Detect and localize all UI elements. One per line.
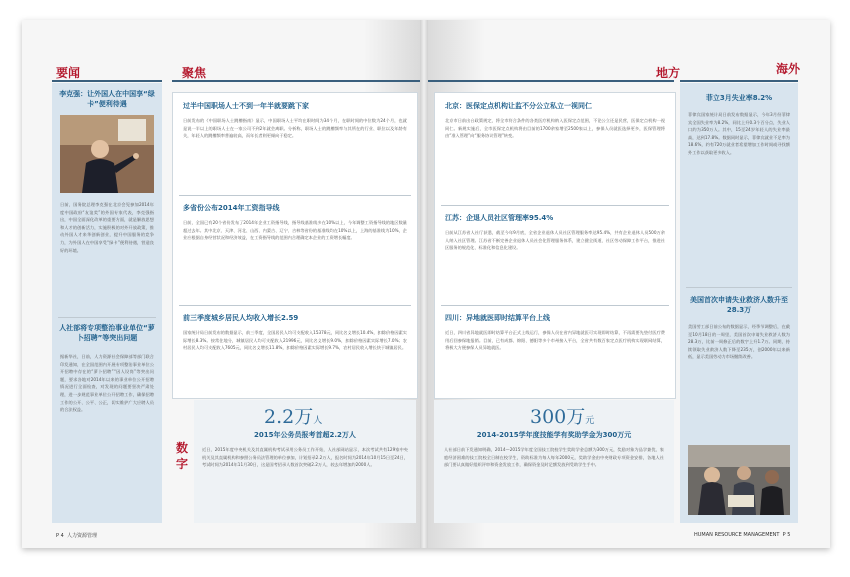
sidebar-body-2: 据新华社，日前，人力资源社会保障部等部门联合印发通知，在全国范围内开展专项整治事业单位公开招聘中存在的“萝卜招聘”“因人设岗”等突出问题，要求各地对2014年以来的事业单位公开招聘情况进行全面检查，对发现的问题要坚决严肃处理，进一步规范事业单位公开招聘工作，确保招聘工作的公开、公平、公正，切实维护广大应聘人员的合法权益。 <box>60 354 154 413</box>
article-title: 前三季度城乡居民人均收入增长2.59 <box>183 314 299 322</box>
left-page <box>22 20 424 548</box>
article-body: 日前发布的《中国职场人士跳槽指南》显示，中国职场人士平均在职时间为34个月，在职时间的中位数为24个月，也就是说一半以上的职场人士在一家公司不到2年就会离职。分析称，职场人士的跳槽频率与其所在的行业、职位以及年龄有关，年轻人的跳槽频率普遍较高，而年长者则更倾向于稳定。 <box>183 118 407 139</box>
article-title: 过半中国职场人士不到一年半就要跳下家 <box>183 102 309 110</box>
article-body: 日前从江苏省人社厅获悉，截至今年9月底，全省企业退休人员社区管理服务率达95.4%，共有企业退休人员500万余人纳入社区管理。江苏省不断完善企业退休人员社会化管理服务体系，建立健全街道、社区劳动保障工作平台，推进社区服务的规范化、标准化和信息化建设。 <box>445 230 665 251</box>
news-sidebar <box>52 83 162 523</box>
divider <box>441 205 669 206</box>
focus-articles <box>172 92 418 399</box>
section-header-news: 要闻 <box>56 66 81 80</box>
divider <box>424 80 674 82</box>
article-body: 国家统计局日前发布的数据显示，前三季度，全国居民人均可支配收入15378元，同比名义增长10.4%，扣除价格因素实际增长8.3%。按常住地分，城镇居民人均可支配收入21996元，同比名义增长9.0%，扣除价格因素实际增长7.0%；农村居民人均可支配收入7605元，同比名义增长11.8%，扣除价格因素实际增长9.7%，农村居民收入增长快于城镇居民。 <box>183 330 407 351</box>
footer-right: HUMAN RESOURCE MANAGEMENT P 5 <box>694 532 791 538</box>
stat-title: 2015年公务员报考首超2.2万人 <box>254 431 356 439</box>
article-body: 日前，全国已有20个省份发布了2014年企业工资指导线，指导线基准线多在10%以上，今年调整工资指导线的地区数量超过去年。其中北京、天津、河北、山西、内蒙古、辽宁、吉林等省份的基准线均在10%以上，上海的基准线为10%，企业应根据自身经营状况和经济效益，在工资指导线的范围内合理确定本企业的工资增长幅度。 <box>183 220 407 241</box>
sidebar-headline-2: 美国首次申请失业救济人数升至28.3万 <box>690 296 788 314</box>
divider <box>179 305 411 306</box>
article-title: 北京：医保定点机构让监不分公立私立一视同仁 <box>445 102 592 110</box>
divider <box>680 80 798 82</box>
section-header-digits: 数字 <box>176 441 189 471</box>
premier-photo <box>60 115 154 193</box>
footer-left: P 4 人力资源管理 <box>56 533 97 539</box>
divider <box>172 80 424 82</box>
section-header-local: 地方 <box>656 66 681 80</box>
article-title: 多省份公布2014年工资指导线 <box>183 204 280 212</box>
job-fair-photo <box>688 445 790 515</box>
sidebar-headline: 李克强：让外国人在中国享“绿卡”便利待遇 <box>59 90 155 108</box>
spine <box>420 20 428 548</box>
stat-block <box>194 400 416 523</box>
section-header-focus: 聚焦 <box>182 66 207 80</box>
stat-number: 300万元 <box>530 406 595 428</box>
article-title: 四川：异地就医即时结算平台上线 <box>445 314 550 322</box>
sidebar-body: 日前，国务院总理李克强在北京会见参加2014年度中国政府“友谊奖”的外国专家代表，李克强指出，中国全面深化改革的重要方面，就是解放思想和人才的创新活力，实施积极的对外开放政策，推动外国人才来华创新创业，提升中国服务的竞争力，为外国人在中国享受“绿卡”便利待遇，营造良好的环境。 <box>60 202 154 253</box>
divider <box>52 80 162 82</box>
article-body: 近日，四川省异地就医即时结算平台正式上线运行，参保人员在省内异地就医可实现即时结算，不再需要先垫付医疗费用后回参保地报销。目前，已有成都、绵阳、德阳等多个市州接入平台，全省共有数百家定点医疗机构实现联网结算，将极大方便参保人员异地就医。 <box>445 330 665 351</box>
article-body: 北京市日前出台政策规定，将全市符合条件的各类医疗机构纳入医保定点范围，不论公立还是民营，医保定点机构一视同仁。新规实施后，全市医保定点机构将由目前的1700余家增至2500家以上，参保人员就医选择更多，医保管理将由“准入管理”向“服务协议管理”转变。 <box>445 118 665 139</box>
sidebar-body: 菲律宾国家统计局日前发布数据显示，今年3月份菲律宾全国失业率为8.2%，同比上升0.3个百分点，失业人口约为350万人。其中，15至24岁年轻人的失业率最高，达到17.8%。数据同时显示，菲律宾就业不足率为18.6%，约有720万就业者希望增加工作时间或寻找额外工作以获取更多收入。 <box>688 112 790 155</box>
divider <box>58 317 156 318</box>
stat-body: 近日，2015年度中央机关及其直属机构考试录用公务员工作开始，人社部网站显示，本次考试共有129家中央机关及其直属机构和参照公务员法管理的单位参加，计划招录2.2万人，报名时间为2014年10月15日至24日，考试时间为2014年11月30日，这是国考招录人数首次突破2.2万人，较去年增加约2000人。 <box>202 447 408 468</box>
stat-block <box>434 400 674 523</box>
local-articles <box>434 92 676 399</box>
sidebar-headline: 菲立3月失业率8.2% <box>705 94 773 102</box>
sidebar-body-2: 美国劳工部日前公布的数据显示，经季节调整后，在截至10月18日的一周里，美国首次申请失业救济人数为28.3万，比前一周修正后的数字上升1.7万。同期，持续领取失业救济人数下降至235万，创2000年以来新低，显示美国劳动力市场继续改善。 <box>688 324 790 360</box>
overseas-sidebar <box>680 83 798 523</box>
right-page <box>424 20 830 548</box>
divider <box>441 305 669 306</box>
divider <box>686 287 792 288</box>
magazine-spread <box>22 20 830 548</box>
stat-number: 2.2万人 <box>264 406 323 428</box>
stat-title: 2014-2015学年度技能学有奖助学金为300万元 <box>476 431 632 439</box>
divider <box>179 195 411 196</box>
sidebar-headline-2: 人社部将专项整治事业单位“萝卜招聘”等突出问题 <box>59 324 155 342</box>
section-header-overseas: 海外 <box>776 62 801 76</box>
stat-body: 人社部日前下发通知明确，2014—2015学年度全国技工院校学生奖助学金总额为300万元，奖励对象为品学兼优、家庭经济困难的技工院校全日制在校学生，资助标准为每人每年2000元，奖助学金由中央财政专项资金安排，各地人社部门要认真做好组织评审和资金发放工作，确保资金及时足额发放到受助学生手中。 <box>444 447 664 468</box>
article-title: 江苏：企退人员社区管理率95.4% <box>445 214 554 222</box>
